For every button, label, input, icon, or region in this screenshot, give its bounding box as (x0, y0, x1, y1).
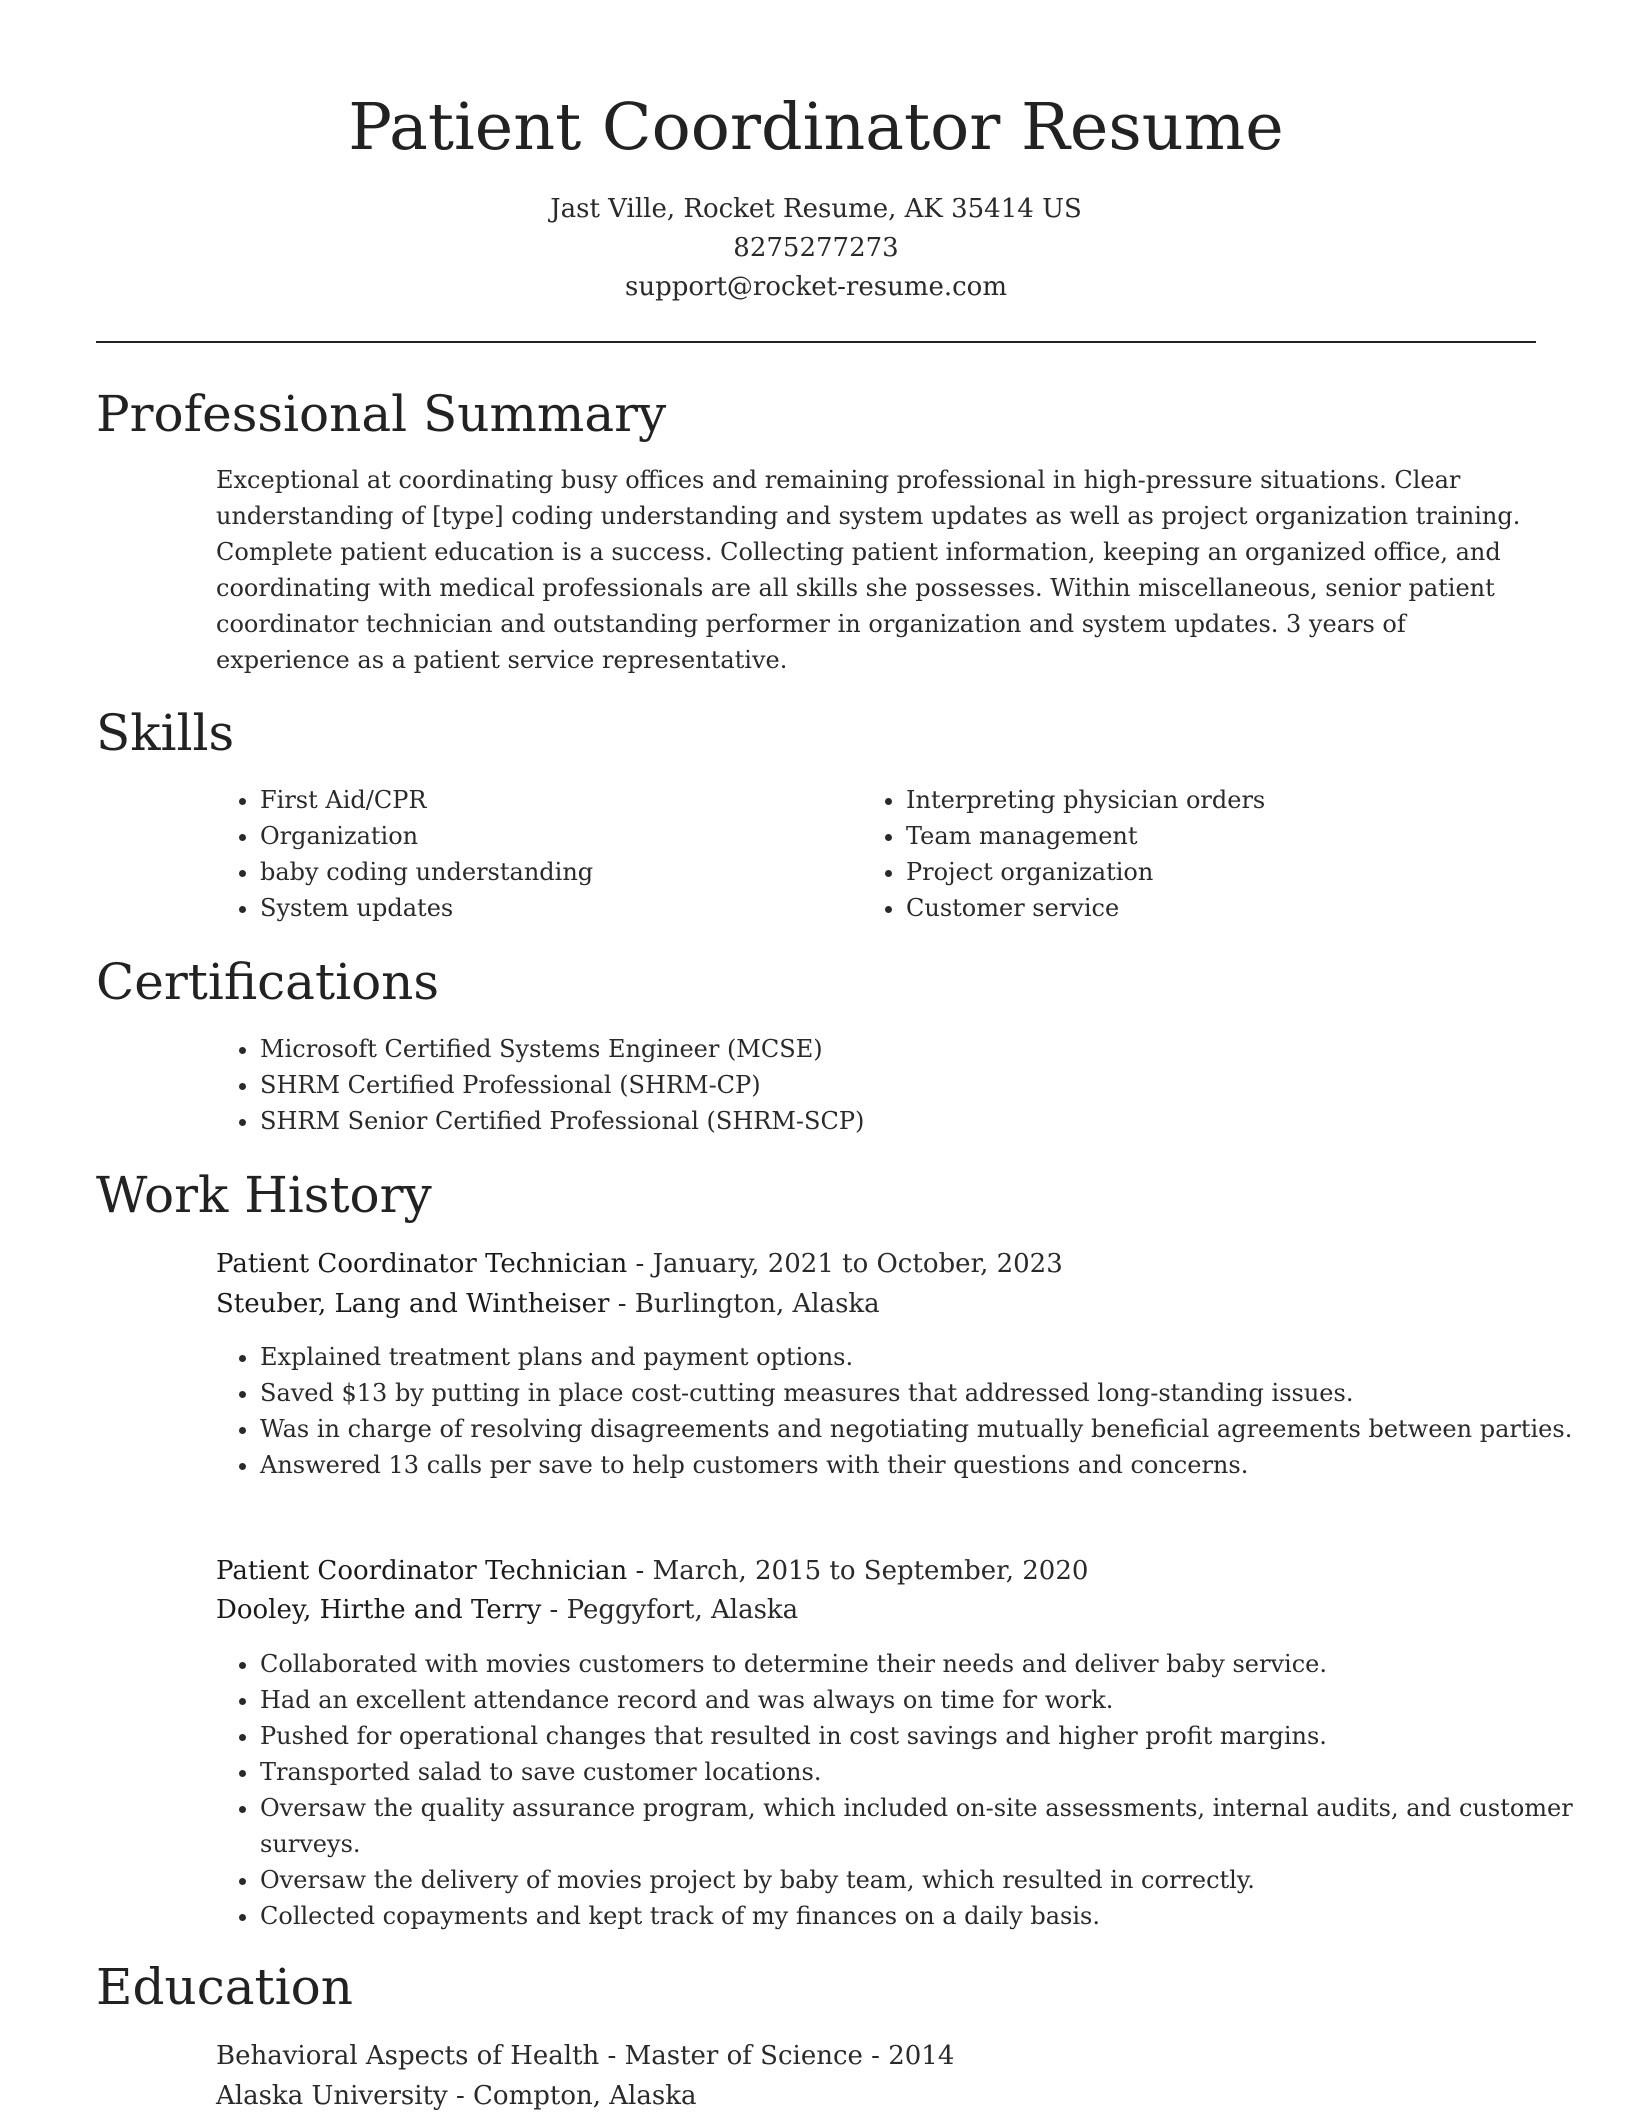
skill-item: • System updates (260, 890, 860, 926)
job-dates: - January, 2021 to October, 2023 (627, 1249, 1063, 1279)
education-degree-line: Behavioral Aspects of Health - Master of Science - 2014 (216, 2041, 955, 2071)
skill-item: • Customer service (906, 890, 1506, 926)
skill-item: • Interpreting physician orders (906, 782, 1506, 818)
header-divider (96, 341, 1536, 343)
job-title: Patient Coordinator Technician (216, 1249, 628, 1279)
job-dates: - March, 2015 to September, 2020 (627, 1556, 1089, 1586)
education-heading: Education (96, 1958, 353, 2016)
certification-item: • SHRM Senior Certified Professional (SHRM-SCP) (260, 1103, 1536, 1139)
job-2-company-line (216, 1591, 798, 1630)
skills-list-left (216, 782, 860, 926)
job-bullet: • Had an excellent attendance record and was always on time for work. (260, 1682, 1580, 1718)
job-location: - Burlington, Alaska (609, 1289, 880, 1319)
education-school-line: Alaska University - Compton, Alaska (216, 2081, 697, 2111)
certification-item: • SHRM Certified Professional (SHRM-CP) (260, 1067, 1536, 1103)
job-bullet: • Oversaw the quality assurance program, which included on-site assessments, internal audits, and customer surveys. (260, 1790, 1580, 1862)
skill-item: • Organization (260, 818, 860, 854)
job-1-title-line (216, 1245, 1063, 1284)
job-bullet: • Answered 13 calls per save to help customers with their questions and concerns. (260, 1447, 1580, 1483)
job-bullet: • Was in charge of resolving disagreements and negotiating mutually beneficial agreements between parties. (260, 1411, 1580, 1447)
summary-text: Exceptional at coordinating busy offices and remaining professional in high-pressure situations. Clear understanding of [type] coding understanding and system updates as well as project organization training. Complete patient education is a success. Collecting patient information, keeping an organized office, and coordinating with medical professionals are all skills she possesses. Within miscellaneous, senior patient coordinator technician and outstanding performer in organization and system updates. 3 years of experience as a patient service representative. (216, 466, 1521, 674)
job-bullet: • Pushed for operational changes that resulted in cost savings and higher profit margins. (260, 1718, 1580, 1754)
resume-title: Patient Coordinator Resume (348, 90, 1284, 165)
contact-block (0, 190, 1632, 307)
job-bullet: • Saved $13 by putting in place cost-cutting measures that addressed long-standing issues. (260, 1375, 1580, 1411)
job-location: - Peggyfort, Alaska (541, 1595, 799, 1625)
job-company: Steuber, Lang and Wintheiser (216, 1289, 610, 1319)
summary-heading: Professional Summary (96, 385, 667, 443)
certification-item: • Microsoft Certified Systems Engineer (MCSE) (260, 1031, 1536, 1067)
skills-heading: Skills (96, 704, 235, 762)
contact-address: Jast Ville, Rocket Resume, AK 35414 US (550, 194, 1082, 224)
skill-item: • First Aid/CPR (260, 782, 860, 818)
job-bullet: • Transported salad to save customer locations. (260, 1754, 1580, 1790)
skills-list-right (862, 782, 1506, 926)
job-2-bullets (216, 1646, 1580, 1934)
job-bullet: • Oversaw the delivery of movies project by baby team, which resulted in correctly. (260, 1862, 1580, 1898)
skill-item: • baby coding understanding (260, 854, 860, 890)
job-company: Dooley, Hirthe and Terry (216, 1595, 542, 1625)
contact-email: support@rocket-resume.com (624, 272, 1007, 302)
job-title: Patient Coordinator Technician (216, 1556, 628, 1586)
work-history-heading: Work History (96, 1166, 432, 1224)
contact-phone: 8275277273 (733, 233, 899, 263)
skill-item: • Project organization (906, 854, 1506, 890)
job-1-company-line (216, 1285, 880, 1324)
job-2-title-line (216, 1552, 1088, 1591)
certifications-list (216, 1031, 1536, 1139)
job-bullet: • Collected copayments and kept track of my finances on a daily basis. (260, 1898, 1580, 1934)
job-1-bullets (216, 1339, 1580, 1483)
certifications-heading: Certifications (96, 953, 440, 1011)
job-bullet: • Explained treatment plans and payment options. (260, 1339, 1580, 1375)
job-bullet: • Collaborated with movies customers to determine their needs and deliver baby service. (260, 1646, 1580, 1682)
skill-item: • Team management (906, 818, 1506, 854)
